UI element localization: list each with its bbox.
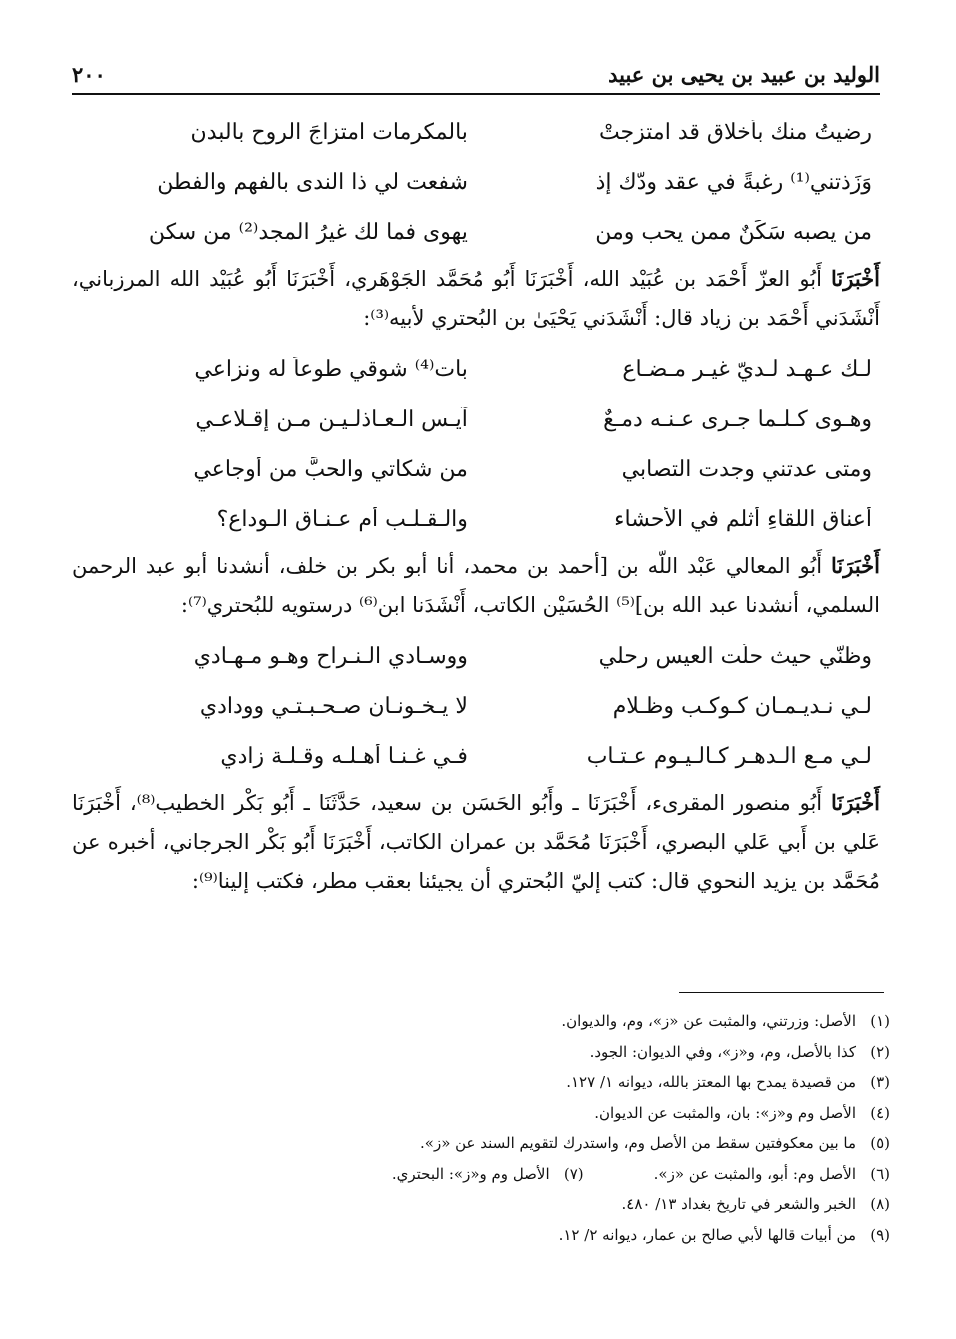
footnotes <box>70 1006 890 1250</box>
verse-second-hemistich: ووسـادي الـنـراح وهـو مـهـادي <box>193 643 468 669</box>
verse-line <box>72 444 880 494</box>
footnote-text: الأصل وم: أبو، والمثبت عن «ز». <box>653 1164 856 1183</box>
footnote-text: الأصل وم و«ز»: البحتري. <box>391 1164 550 1183</box>
verse-line <box>72 731 880 781</box>
verses-block-3 <box>72 631 880 781</box>
header-rule <box>72 93 880 95</box>
footnote <box>70 1220 890 1251</box>
paragraph-text: أَبُو العزّ أَحْمَد بن عُبَيْد الله، أَخْبَرَنَا أَبُو مُحَمَّد الجَوْهَري، أَخْبَرَنَا أَبُو عُبَيْد الله المرزباني، أَنْشَدَني أَحْمَد بن زياد قال: أَنْشَدَني يَحْيَىٰ بن البُحتري لأبيه⁽³⁾: <box>72 267 880 330</box>
footnote-text: ما بين معكوفتين سقط من الأصل وم، واستدرك لتقويم السند عن «ز». <box>420 1134 856 1152</box>
verse-second-hemistich: لا يـخـونـان صـحـبـتـي ووِدادي <box>199 693 468 719</box>
footnote <box>70 1098 890 1129</box>
page <box>72 55 880 907</box>
verse-first-hemistich: وَزَذتني⁽¹⁾ رغبةً في عقد ودّك إذ <box>595 169 872 195</box>
page-number: ٢٠٠ <box>72 62 106 87</box>
verse-first-hemistich: وهـوى كـلـما جـرى عـنـه دمـعٌ <box>603 406 872 432</box>
verse-line <box>72 681 880 731</box>
prose-paragraph-1 <box>72 259 880 338</box>
verse-first-hemistich: لـي نـديـمـان كـوكـب وظـلام <box>612 693 872 719</box>
footnote-number: (١) <box>870 1012 890 1030</box>
verse-first-hemistich: لـي مـع الـدهـر كـالـيـوم عـتـاب <box>586 743 872 769</box>
footnote <box>70 1006 890 1037</box>
paragraph-text: أَبُو المعالي عَبْد اللّه بن [أحمد بن محمد، أنا أبو بكر بن خلف، أنشدنا أبو عبد الرحمن السلمي، أنشدنا عبد الله بن]⁽⁵⁾ الحُسَيْن الكاتب، أَنْشَدَنا ابن⁽⁶⁾ درستويه للبُحتري⁽⁷⁾: <box>72 554 880 617</box>
verse-line <box>72 107 880 157</box>
footnote-text: كذا بالأصل، وم، و«ز»، وفي الديوان: الجود. <box>589 1042 856 1061</box>
verse-second-hemistich: يهوى فما لك غيرُ المجد⁽²⁾ من سكن <box>148 219 468 245</box>
running-title: الوليد بن عبيد بن يحيى بن عبيد <box>608 62 880 87</box>
verse-line <box>72 631 880 681</box>
paragraph-lead: أَخْبَرَنَا <box>831 553 880 578</box>
footnote <box>70 1037 890 1068</box>
verse-first-hemistich: رضيتُ منك بأخلاقٍ قد امتزجتْ <box>598 119 872 145</box>
verse-second-hemistich: آيـس الـعـاذلـيـن مـن إقـلاعـي <box>195 406 468 432</box>
footnote-number: (٨) <box>870 1195 890 1213</box>
footnote-text: الأصل: وزرتني، والمثبت عن «ز»، وم، والديوان. <box>561 1012 856 1030</box>
footnote-rule <box>679 992 884 993</box>
verse-first-hemistich: لـك عـهـد لـديّ غيـر مـضـاعِ <box>622 356 872 382</box>
prose-paragraph-2 <box>72 546 880 625</box>
footnote <box>70 1159 890 1190</box>
verse-first-hemistich: وظنّي حيث حلّت العيس رحلي <box>598 643 872 669</box>
verse-first-hemistich: من يصبه سَكَنٌ ممن يحب ومن <box>595 219 872 245</box>
verse-second-hemistich: بات⁽⁴⁾ شوقي طوعاً له ونزاعي <box>194 356 468 382</box>
running-header <box>72 55 880 87</box>
footnote-number: (٩) <box>870 1225 890 1244</box>
verses-block-1 <box>72 107 880 257</box>
verse-first-hemistich: أعناق اللقاءِ أثلم في الأحشاء <box>614 506 872 532</box>
verse-line <box>72 394 880 444</box>
footnote-number: (٦) <box>870 1164 890 1183</box>
prose-paragraph-3 <box>72 783 880 901</box>
footnote-number: (٣) <box>870 1073 890 1091</box>
footnote-text: من أبيات قالها لأبي صالح بن عمار، ديوانه ٢/ ١٢. <box>558 1225 856 1244</box>
verse-line <box>72 494 880 544</box>
footnote <box>70 1128 890 1159</box>
footnote <box>70 1189 890 1220</box>
verse-second-hemistich: والـقـلـب أم عـنـاق الـوداع؟ <box>216 506 468 532</box>
verse-second-hemistich: بالمكرمات امتزاجَ الروح بالبدن <box>190 119 468 145</box>
verse-second-hemistich: فـي غـنـا أهـلـه وقـلـة زادي <box>220 743 468 769</box>
footnote-text: من قصيدة يمدح بها المعتز بالله، ديوانه ١/ ١٢٧. <box>566 1073 856 1091</box>
paragraph-text: أَبُو منصور المقرىء، أَخْبَرَنَا ـ وأَبُو الحَسَن بن سعيد، حَدَّثَنَا ـ أَبُو بَكْر الخطيب⁽⁸⁾، أَخْبَرَنَا عَلي بن أَبي عَلي البصري، أَخْبَرَنَا مُحَمَّد بن عمران الكاتب، أَخْبَرَنَا أَبُو بَكْر الجرجاني، أخبره عن مُحَمَّد بن يزيد النحوي قال: كتب إليّ البُحتري أن يجيئنا بعقب مطر، فكتب إلينا⁽⁹⁾: <box>72 791 880 893</box>
verse-second-hemistich: شفعت لي ذا الندى بالفهم والفطن <box>157 169 468 195</box>
paragraph-lead: أَخْبَرَنَا <box>831 266 880 291</box>
footnote-number: (٥) <box>870 1134 890 1152</box>
verse-second-hemistich: من شكاتي والحبَّ من أوجاعي <box>193 456 468 482</box>
paragraph-lead: أَخْبَرَنَا <box>831 790 881 815</box>
verse-line <box>72 207 880 257</box>
footnote-number: (٢) <box>870 1042 890 1061</box>
verses-block-2 <box>72 344 880 544</box>
footnote-text: الخبر والشعر في تاريخ بغداد ١٣/ ٤٨٠. <box>621 1195 856 1213</box>
footnote-number: (٧) <box>563 1164 584 1183</box>
verse-first-hemistich: ومتى عدتني وجدت التصابي <box>621 456 872 482</box>
verse-line <box>72 344 880 394</box>
footnote-text: الأصل وم و«ز»: بان، والمثبت عن الديوان. <box>594 1103 856 1122</box>
verse-line <box>72 157 880 207</box>
footnote-number: (٤) <box>870 1103 890 1122</box>
footnote <box>70 1067 890 1098</box>
